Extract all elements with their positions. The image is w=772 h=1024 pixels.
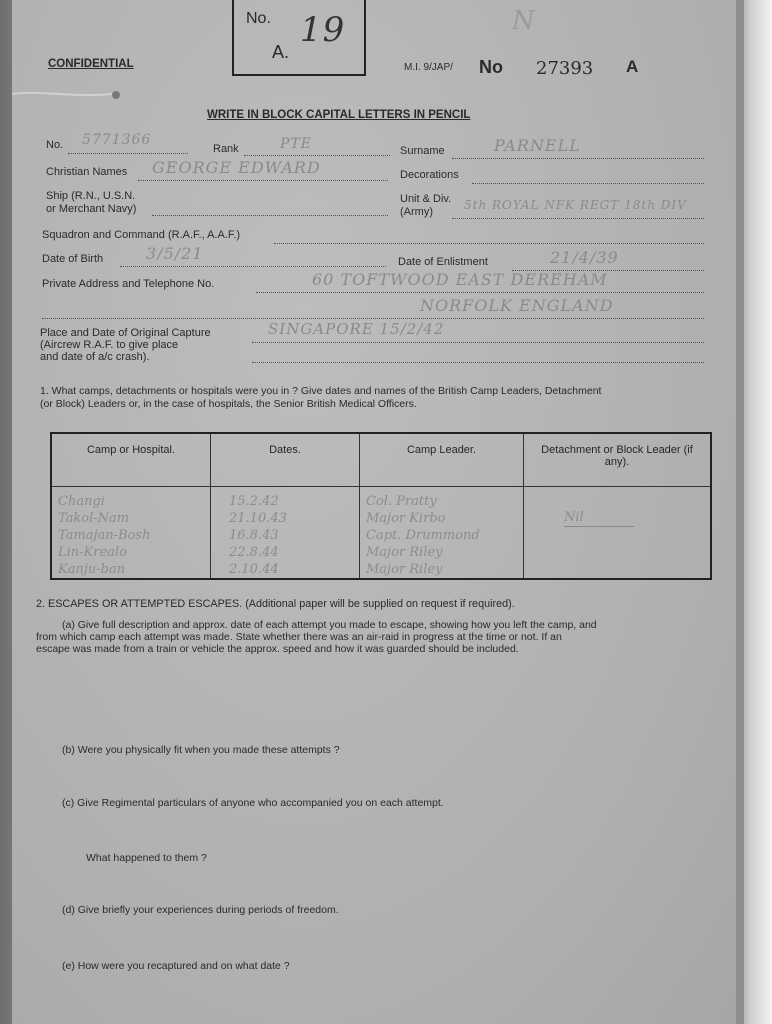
address-value-2: NORFOLK ENGLAND (420, 296, 614, 315)
camp-entry: Takol-Nam (58, 511, 130, 526)
header-detachment: Detachment or Block Leader (if any). (524, 433, 712, 487)
q2c: (c) Give Regimental particulars of anyone who accompanied you on each attempt. (62, 797, 444, 809)
capture-label-2: (Aircrew R.A.F. to give place (40, 339, 179, 351)
unit-line (452, 218, 704, 219)
surname-line (452, 158, 704, 159)
ship-label-2: or Merchant Navy) (46, 203, 137, 215)
camps-cell (51, 487, 211, 580)
address-line-1 (256, 292, 704, 293)
date-entry: 16.8.43 (229, 528, 279, 543)
header-camp: Camp or Hospital. (51, 433, 211, 487)
christian-names-line (138, 180, 388, 181)
squadron-line (274, 243, 704, 244)
q2a-line-2: from which camp each attempt was made. State whether there was an air-raid in progress at the time or not. If an (36, 631, 562, 643)
leader-entry: Capt. Drummond (366, 528, 480, 543)
tie-string (12, 88, 132, 100)
detachment-entry: Nil (564, 509, 634, 527)
no-field-line (68, 153, 188, 154)
dob-value: 3/5/21 (146, 244, 204, 263)
surname-label: Surname (400, 145, 445, 157)
dob-label: Date of Birth (42, 253, 104, 265)
rank-line (244, 155, 390, 156)
dates-cell (211, 487, 360, 580)
table-row (51, 487, 711, 580)
page-fold-edge (736, 0, 744, 1024)
address-line-2 (42, 318, 704, 319)
ref-code: M.I. 9/JAP/ (404, 62, 453, 73)
q2b: (b) Were you physically fit when you made these attempts ? (62, 744, 340, 756)
q2d: (d) Give briefly your experiences during periods of freedom. (62, 904, 339, 916)
serial-number: 27393 (536, 58, 594, 79)
instruction-heading: WRITE IN BLOCK CAPITAL LETTERS IN PENCIL (207, 109, 471, 121)
detachment-cell (524, 487, 712, 580)
camp-entry: Tamajan-Bosh (58, 528, 151, 543)
camp-entry: Changi (58, 494, 105, 509)
stamp-no-label: No. (246, 10, 271, 27)
corner-mark: N (512, 6, 536, 36)
date-entry: 2.10.44 (229, 562, 279, 577)
camp-entry: Lin-Krealo (58, 545, 127, 560)
ship-line (152, 215, 388, 216)
decorations-label: Decorations (400, 169, 459, 181)
q2a-line-3: escape was made from a train or vehicle the approx. speed and how it was guarded should be included. (36, 643, 519, 655)
enlistment-value: 21/4/39 (550, 248, 619, 267)
surname-value: PARNELL (494, 136, 581, 155)
date-entry: 15.2.42 (229, 494, 279, 509)
enlistment-label: Date of Enlistment (398, 256, 488, 268)
leader-entry: Major Kirbo (366, 511, 446, 526)
q2-title: 2. ESCAPES OR ATTEMPTED ESCAPES. (Additional paper will be supplied on request if required). (36, 598, 515, 610)
q1-line-1: 1. What camps, detachments or hospitals were you in ? Give dates and names of the British Camp Leaders, Detachment (40, 385, 602, 397)
camp-entry: Kanju-ban (58, 562, 126, 577)
capture-line-1 (252, 342, 704, 343)
leader-entry: Major Riley (366, 562, 443, 577)
christian-names-label: Christian Names (46, 166, 128, 178)
q2e: (e) How were you recaptured and on what date ? (62, 960, 290, 972)
leader-entry: Col. Pratty (366, 494, 437, 509)
unit-label-2: (Army) (400, 206, 433, 218)
document-page (12, 0, 740, 1024)
date-entry: 22.8.44 (229, 545, 279, 560)
header-camp-leader: Camp Leader. (360, 433, 524, 487)
leaders-cell (360, 487, 524, 580)
capture-line-2 (252, 362, 704, 363)
q1-line-2: (or Block) Leaders or, in the case of hospitals, the Senior British Medical Officers. (40, 398, 417, 410)
dob-line (120, 266, 386, 267)
leader-entry: Major Riley (366, 545, 443, 560)
decorations-line (472, 183, 704, 184)
table-header-row (51, 433, 711, 487)
q2c-followup: What happened to them ? (86, 852, 207, 864)
address-value-1: 60 TOFTWOOD EAST DEREHAM (312, 270, 608, 289)
capture-value: SINGAPORE 15/2/42 (268, 320, 445, 338)
confidential-label: CONFIDENTIAL (48, 58, 134, 70)
capture-label-3: and date of a/c crash). (40, 351, 150, 363)
stamp-number: 19 (300, 10, 346, 50)
reference-stamp (232, 0, 366, 76)
ship-label-1: Ship (R.N., U.S.N. (46, 190, 136, 202)
camps-table (50, 432, 712, 580)
squadron-label: Squadron and Command (R.A.F., A.A.F.) (42, 229, 241, 241)
q2a-line-1: (a) Give full description and approx. date of each attempt you made to escape, showing how you left the camp, and (62, 619, 597, 631)
rank-label: Rank (213, 143, 239, 155)
unit-label-1: Unit & Div. (400, 193, 452, 205)
capture-label-1: Place and Date of Original Capture (40, 327, 211, 339)
address-label: Private Address and Telephone No. (42, 278, 215, 290)
unit-value: 5th ROYAL NFK REGT 18th DIV (464, 198, 687, 212)
christian-names-value: GEORGE EDWARD (152, 158, 321, 177)
header-dates: Dates. (211, 433, 360, 487)
rank-value: PTE (280, 136, 312, 152)
no-field-value: 5771366 (82, 132, 152, 148)
no-label: No (479, 57, 503, 77)
stamp-letter: A. (272, 42, 290, 62)
serial-suffix: A (626, 57, 639, 76)
date-entry: 21.10.43 (229, 511, 287, 526)
no-field-label: No. (46, 139, 64, 151)
